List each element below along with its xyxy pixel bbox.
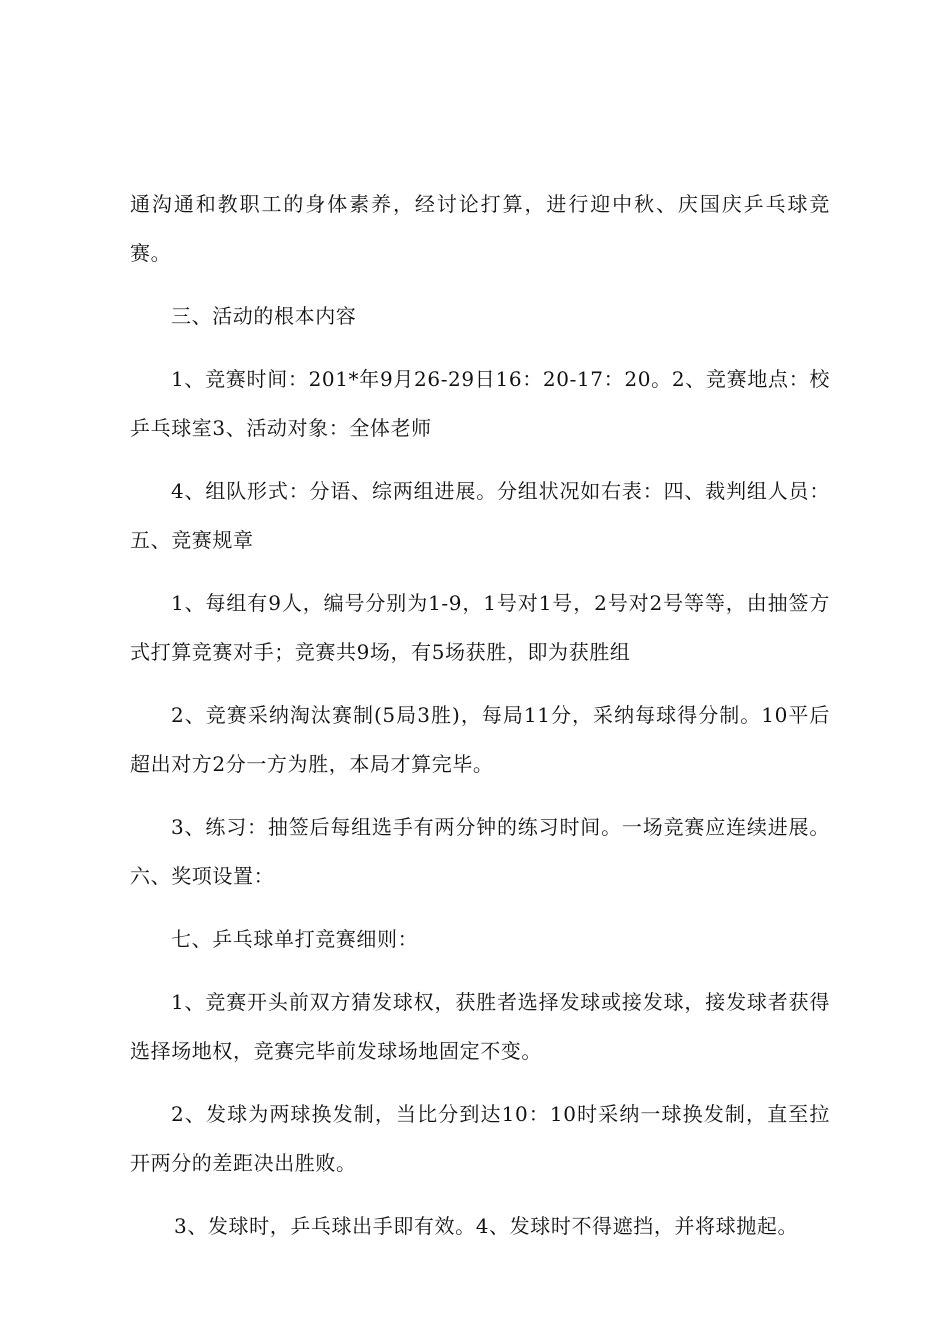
- paragraph-rule-2: 2、竞赛采纳淘汰赛制(5局3胜)，每局11分，采纳每球得分制。10平后超出对方2分一方为胜，本局才算完毕。: [130, 703, 830, 776]
- heading-section-3: 三、活动的根本内容: [171, 304, 357, 328]
- paragraph-rule-1: 1、每组有9人，编号分别为1-9，1号对1号，2号对2号等等，由抽签方式打算竞赛对手；竞赛共9场，有5场获胜，即为获胜组: [130, 591, 830, 664]
- heading-section-7: 七、乒乓球单打竞赛细则：: [171, 927, 419, 951]
- paragraph-detail-1: 1、竞赛开头前双方猜发球权，获胜者选择发球或接发球，接发球者获得选择场地权，竞赛完毕前发球场地固定不变。: [130, 990, 830, 1063]
- paragraph-intro-continuation: 通沟通和教职工的身体素养，经讨论打算，进行迎中秋、庆国庆乒乓球竞赛。: [130, 192, 830, 265]
- paragraph-detail-3: 3、发球时，乒乓球出手即有效。4、发球时不得遮挡，并将球抛起。: [174, 1214, 799, 1238]
- document-body: [130, 180, 830, 1265]
- paragraph-time-location: 1、竞赛时间：201*年9月26-29日16：20-17：20。2、竞赛地点：校乒乓球室3、活动对象：全体老师: [130, 367, 830, 440]
- paragraph-detail-2: 2、发球为两球换发制，当比分到达10：10时采纳一球换发制，直至拉开两分的差距决出胜败。: [130, 1102, 830, 1175]
- paragraph-rule-3: 3、练习：抽签后每组选手有两分钟的练习时间。一场竞赛应连续进展。六、奖项设置：: [130, 815, 830, 888]
- paragraph-team-format: 4、组队形式：分语、综两组进展。分组状况如右表：四、裁判组人员：五、竞赛规章: [130, 479, 830, 552]
